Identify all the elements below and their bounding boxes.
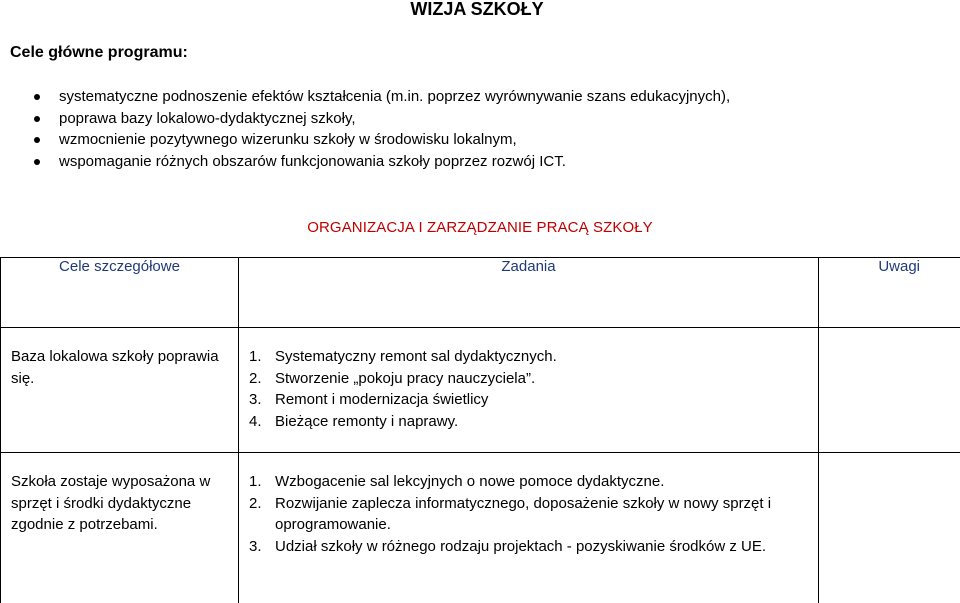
task-text: Wzbogacenie sal lekcyjnych o nowe pomoce dydaktyczne.: [275, 473, 665, 490]
tasks-cell: [239, 328, 819, 453]
goals-list: [0, 86, 730, 172]
task-number: 3.: [249, 537, 262, 555]
task-text: Systematyczny remont sal dydaktycznych.: [275, 348, 557, 365]
document-title-text: WIZJA SZKOŁY: [410, 0, 544, 19]
notes-cell: [819, 328, 960, 453]
table-row: [1, 453, 960, 603]
column-header-goals: Cele szczegółowe: [1, 258, 239, 328]
task-item: [249, 411, 810, 433]
goal-item: poprawa bazy lokalowo-dydaktycznej szkoły,: [0, 108, 730, 130]
task-number: 4.: [249, 412, 262, 430]
goals-heading: Cele główne programu:: [10, 44, 188, 61]
goal-item: wspomaganie różnych obszarów funkcjonowania szkoły poprzez rozwój ICT.: [0, 151, 730, 173]
task-number: 2.: [249, 369, 262, 387]
organization-heading: ORGANIZACJA I ZARZĄDZANIE PRACĄ SZKOŁY: [307, 219, 653, 236]
table-header-row: [1, 258, 960, 328]
document-title: [0, 0, 960, 20]
task-item: [249, 471, 810, 493]
plan-table: [0, 257, 960, 603]
tasks-list: [249, 346, 810, 432]
task-text: Stworzenie „pokoju pracy nauczyciela”.: [275, 369, 536, 387]
task-item: [249, 346, 810, 368]
task-item: [249, 493, 810, 536]
goal-item: wzmocnienie pozytywnego wizerunku szkoły w środowisku lokalnym,: [0, 129, 730, 151]
task-number: 3.: [249, 391, 262, 408]
task-item: [249, 368, 810, 390]
column-header-tasks: Zadania: [239, 258, 819, 328]
goal-item: systematyczne podnoszenie efektów kształcenia (m.in. poprzez wyrównywanie szans edukacyjnych),: [0, 86, 730, 108]
task-number: 1.: [249, 473, 262, 490]
task-text: Bieżące remonty i naprawy.: [275, 412, 459, 430]
task-number: 1.: [249, 348, 262, 365]
goal-cell: Szkoła zostaje wyposażona w sprzęt i środki dydaktyczne zgodnie z potrzebami.: [1, 453, 239, 603]
tasks-list: [249, 471, 810, 557]
column-header-notes: Uwagi: [819, 258, 960, 328]
table-row: [1, 328, 960, 453]
task-item: [249, 389, 810, 411]
task-text: Rozwijanie zaplecza informatycznego, doposażenie szkoły w nowy sprzęt i oprogramowanie.: [275, 494, 772, 533]
tasks-cell: [239, 453, 819, 603]
task-number: 2.: [249, 494, 262, 512]
task-text: Udział szkoły w różnego rodzaju projektach - pozyskiwanie środków z UE.: [275, 537, 767, 555]
notes-cell: [819, 453, 960, 603]
task-item: [249, 536, 810, 558]
goal-cell: Baza lokalowa szkoły poprawia się.: [1, 328, 239, 453]
task-text: Remont i modernizacja świetlicy: [275, 391, 489, 408]
